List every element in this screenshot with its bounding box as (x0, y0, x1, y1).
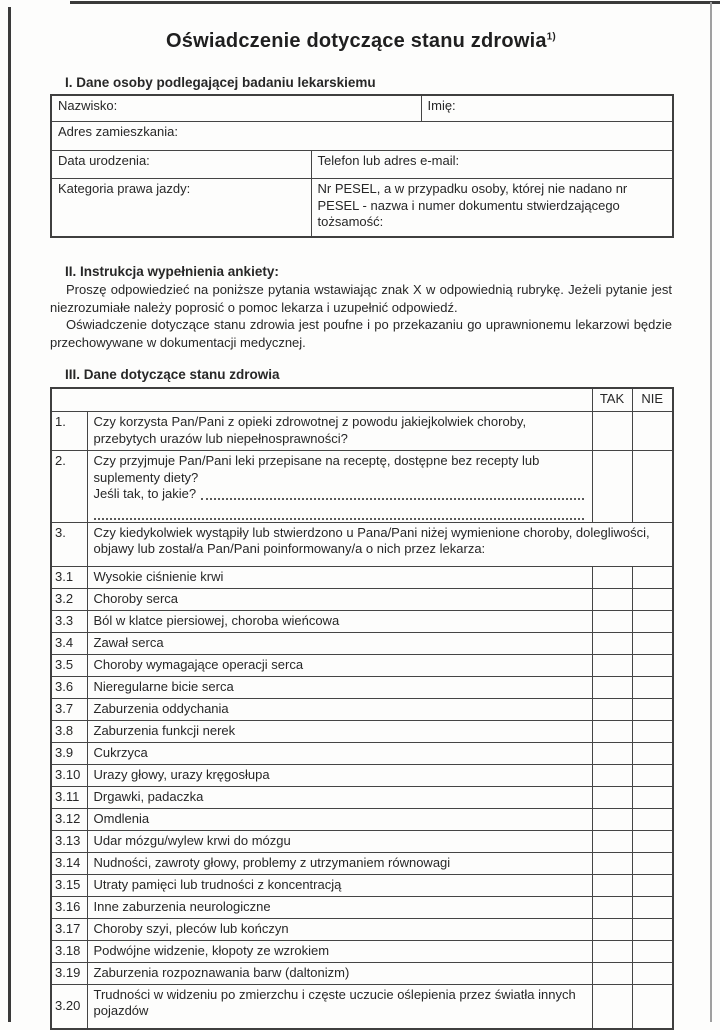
item-number: 3.10 (51, 764, 87, 786)
section2-heading: II. Instrukcja wypełnienia ankiety: (65, 264, 279, 279)
item-number: 3.9 (51, 742, 87, 764)
health-item-row (51, 764, 673, 786)
item-number: 3.2 (51, 588, 87, 610)
health-item-row (51, 808, 673, 830)
item-text: Choroby szyi, pleców lub kończyn (87, 918, 592, 940)
item-text: Choroby serca (87, 588, 592, 610)
header-no-label: NIE (632, 388, 673, 412)
answer-no-cell[interactable] (632, 654, 673, 676)
instructions-paragraph-2: Oświadczenie dotyczące stanu zdrowia jest poufne i po przekazaniu go uprawnionemu lekarzowi będzie przechowywane w dokumentacji medycznej. (50, 317, 672, 350)
answer-yes-cell[interactable] (592, 676, 632, 698)
title-footnote-marker: 1) (546, 31, 556, 43)
table-row (51, 179, 673, 238)
health-item-row (51, 918, 673, 940)
answer-yes-cell[interactable] (592, 451, 632, 523)
table-row (51, 122, 673, 151)
answer-no-cell[interactable] (632, 610, 673, 632)
answer-no-cell[interactable] (632, 830, 673, 852)
item-number: 3.14 (51, 852, 87, 874)
page-title-text: Oświadczenie dotyczące stanu zdrowia (166, 30, 547, 52)
item-text: Ból w klatce piersiowej, choroba wieńcowa (87, 610, 592, 632)
item-text: Utraty pamięci lub trudności z koncentracją (87, 874, 592, 896)
question-text-followup: Jeśli tak, to jakie? (93, 486, 197, 501)
answer-yes-cell[interactable] (592, 874, 632, 896)
table-row (51, 95, 673, 122)
answer-no-cell[interactable] (632, 412, 673, 451)
item-text: Zaburzenia funkcji nerek (87, 720, 592, 742)
item-text: Podwójne widzenie, kłopoty ze wzrokiem (87, 940, 592, 962)
answer-yes-cell[interactable] (592, 918, 632, 940)
health-item-row (51, 610, 673, 632)
item-number: 3.7 (51, 698, 87, 720)
item-number: 3.5 (51, 654, 87, 676)
answer-yes-cell[interactable] (592, 720, 632, 742)
question-text: Czy kiedykolwiek wystąpiły lub stwierdzono u Pana/Pani niżej wymienione choroby, dolegliwości, objawy lub został/a Pan/Pani poinformowany/a o nich przez lekarza: (87, 522, 673, 566)
answer-yes-cell[interactable] (592, 896, 632, 918)
answer-yes-cell[interactable] (592, 830, 632, 852)
phone-email-field[interactable]: Telefon lub adres e-mail: (311, 151, 673, 179)
birth-date-field[interactable]: Data urodzenia: (51, 151, 311, 179)
answer-no-cell[interactable] (632, 940, 673, 962)
answer-no-cell[interactable] (632, 676, 673, 698)
question-number: 1. (51, 412, 87, 451)
question-text: Czy korzysta Pan/Pani z opieki zdrowotnej z powodu jakiejkolwiek choroby, przebytych urazów lub niepełnosprawności? (87, 412, 592, 451)
answer-yes-cell[interactable] (592, 764, 632, 786)
address-field[interactable]: Adres zamieszkania: (51, 122, 673, 151)
personal-data-table (50, 94, 674, 238)
item-number: 3.11 (51, 786, 87, 808)
page-title (50, 30, 672, 53)
answer-yes-cell[interactable] (592, 632, 632, 654)
item-text: Choroby wymagające operacji serca (87, 654, 592, 676)
answer-no-cell[interactable] (632, 918, 673, 940)
answer-no-cell[interactable] (632, 874, 673, 896)
answer-yes-cell[interactable] (592, 588, 632, 610)
item-number: 3.17 (51, 918, 87, 940)
item-text: Udar mózgu/wylew krwi do mózgu (87, 830, 592, 852)
answer-no-cell[interactable] (632, 764, 673, 786)
item-number: 3.3 (51, 610, 87, 632)
health-item-row (51, 676, 673, 698)
answer-yes-cell[interactable] (592, 742, 632, 764)
answer-yes-cell[interactable] (592, 566, 632, 588)
item-number: 3.18 (51, 940, 87, 962)
answer-no-cell[interactable] (632, 962, 673, 984)
health-item-row (51, 566, 673, 588)
answer-yes-cell[interactable] (592, 654, 632, 676)
answer-write-in-line[interactable] (201, 498, 583, 500)
item-text: Cukrzyca (87, 742, 592, 764)
item-text: Nudności, zawroty głowy, problemy z utrzymaniem równowagi (87, 852, 592, 874)
question-number: 3. (51, 522, 87, 566)
header-row (51, 388, 673, 412)
question-number: 2. (51, 451, 87, 523)
question-row (51, 522, 673, 566)
question-row (51, 451, 673, 523)
item-number: 3.4 (51, 632, 87, 654)
item-number: 3.13 (51, 830, 87, 852)
last-name-field[interactable]: Nazwisko: (51, 95, 421, 122)
answer-yes-cell[interactable] (592, 610, 632, 632)
answer-no-cell[interactable] (632, 588, 673, 610)
answer-yes-cell[interactable] (592, 962, 632, 984)
health-item-row (51, 940, 673, 962)
answer-no-cell[interactable] (632, 632, 673, 654)
answer-no-cell[interactable] (632, 742, 673, 764)
answer-yes-cell[interactable] (592, 412, 632, 451)
answer-yes-cell[interactable] (592, 852, 632, 874)
answer-yes-cell[interactable] (592, 786, 632, 808)
header-empty-cell (51, 388, 592, 412)
item-text: Zawał serca (87, 632, 592, 654)
answer-no-cell[interactable] (632, 720, 673, 742)
answer-no-cell[interactable] (632, 566, 673, 588)
health-item-row (51, 698, 673, 720)
health-item-row (51, 742, 673, 764)
item-text: Wysokie ciśnienie krwi (87, 566, 592, 588)
question-row (51, 412, 673, 451)
health-item-row (51, 896, 673, 918)
item-number: 3.16 (51, 896, 87, 918)
item-text: Drgawki, padaczka (87, 786, 592, 808)
answer-no-cell[interactable] (632, 808, 673, 830)
license-category-field[interactable]: Kategoria prawa jazdy: (51, 179, 311, 238)
answer-no-cell[interactable] (632, 451, 673, 523)
health-item-row (51, 632, 673, 654)
scan-border-left (8, 7, 11, 1022)
health-item-row (51, 588, 673, 610)
item-number: 3.15 (51, 874, 87, 896)
instructions-paragraph-1: Proszę odpowiedzieć na poniższe pytania wstawiając znak X w odpowiednią rubrykę. Jeżeli pytanie jest niezrozumiałe należy poprosić o pomoc lekarza i uzupełnić odpowiedź. (50, 282, 672, 315)
item-text: Omdlenia (87, 808, 592, 830)
answer-no-cell[interactable] (632, 852, 673, 874)
question-text-main: Czy przyjmuje Pan/Pani leki przepisane na receptę, dostępne bez recepty lub suplementy diety? (93, 453, 540, 485)
header-yes-label: TAK (592, 388, 632, 412)
health-item-row (51, 786, 673, 808)
item-number: 3.19 (51, 962, 87, 984)
scan-border-right (710, 2, 712, 1022)
answer-yes-cell[interactable] (592, 940, 632, 962)
section1-heading: I. Dane osoby podlegającej badaniu lekarskiemu (65, 75, 376, 90)
form-page (50, 0, 672, 1030)
answer-no-cell[interactable] (632, 698, 673, 720)
item-text: Urazy głowy, urazy kręgosłupa (87, 764, 592, 786)
item-number: 3.1 (51, 566, 87, 588)
health-data-table (50, 387, 674, 1030)
answer-yes-cell[interactable] (592, 808, 632, 830)
answer-write-in-line-2[interactable] (94, 505, 584, 520)
item-text: Nieregularne bicie serca (87, 676, 592, 698)
pesel-field[interactable]: Nr PESEL, a w przypadku osoby, której nie nadano nr PESEL - nazwa i numer dokumentu stwierdzającego tożsamość: (311, 179, 673, 238)
answer-yes-cell[interactable] (592, 698, 632, 720)
item-number: 3.12 (51, 808, 87, 830)
table-row (51, 151, 673, 179)
answer-no-cell[interactable] (632, 786, 673, 808)
item-number: 3.8 (51, 720, 87, 742)
item-text: Zaburzenia rozpoznawania barw (daltonizm) (87, 962, 592, 984)
health-item-row (51, 852, 673, 874)
item-number: 3.20 (51, 984, 87, 1029)
health-item-row (51, 874, 673, 896)
health-item-row (51, 830, 673, 852)
first-name-field[interactable]: Imię: (421, 95, 673, 122)
item-text: Trudności w widzeniu po zmierzchu i częste uczucie oślepienia przez światła innych pojazdów (87, 984, 592, 1029)
health-item-row (51, 720, 673, 742)
item-text: Inne zaburzenia neurologiczne (87, 896, 592, 918)
answer-no-cell[interactable] (632, 896, 673, 918)
question-text (87, 451, 592, 523)
health-item-row (51, 654, 673, 676)
section3-heading: III. Dane dotyczące stanu zdrowia (65, 367, 280, 382)
health-item-row (51, 962, 673, 984)
item-number: 3.6 (51, 676, 87, 698)
item-text: Zaburzenia oddychania (87, 698, 592, 720)
